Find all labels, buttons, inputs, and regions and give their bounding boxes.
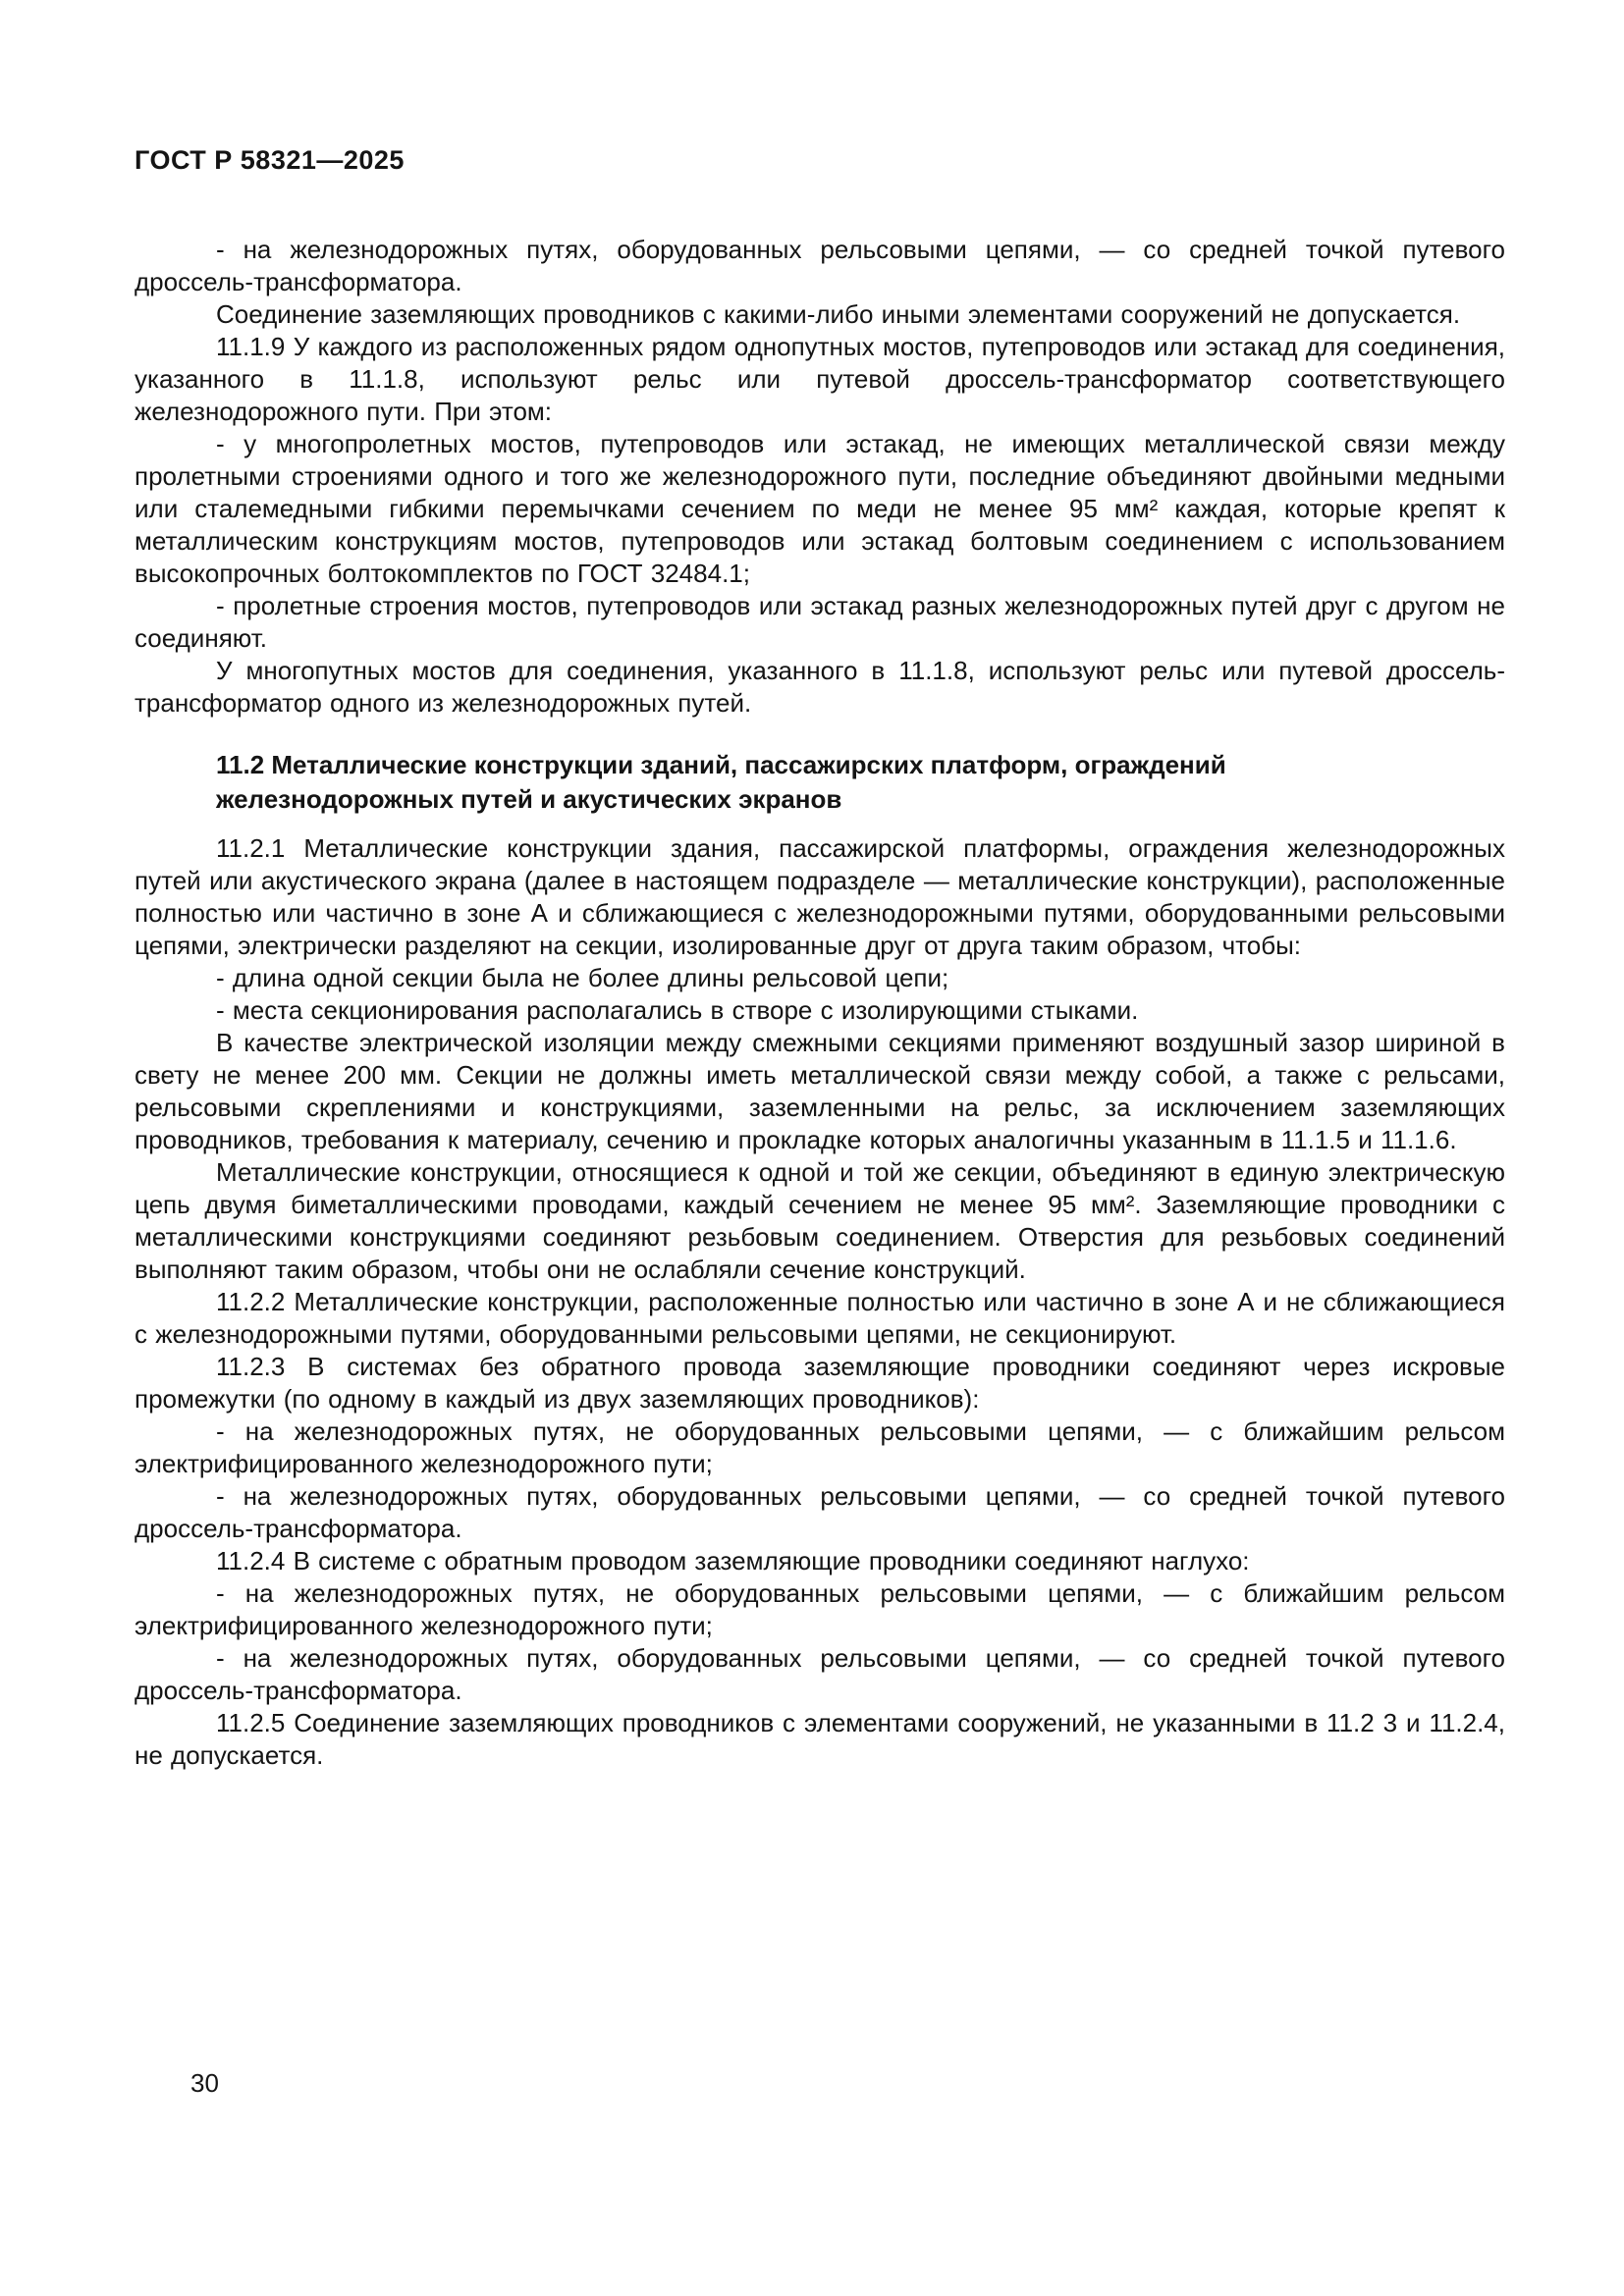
paragraph: - длина одной секции была не более длины рельсовой цепи; <box>216 963 949 992</box>
paragraph-clause-11-2-3: 11.2.3 В системах без обратного провода заземляющие проводники соединяют через искровые промежутки (по одному в каждый из двух заземляющих проводников): <box>135 1352 1505 1414</box>
paragraph-clause-11-2-1: 11.2.1 Металлические конструкции здания, пассажирской платформы, ограждения железнодорожных путей или акустического экрана (далее в настоящем подразделе — металлические конструкции), расположенные полностью или частично в зоне А и сближающиеся с железнодорожными путями, оборудованными рельсовыми цепями, электрически разделяют на секции, изолированные друг от друга таким образом, чтобы: <box>135 833 1505 960</box>
paragraph-clause-11-1-9: 11.1.9 У каждого из расположенных рядом однопутных мостов, путепроводов или эстакад для соединения, указанного в 11.1.8, используют рельс или путевой дроссель-трансформатор соответствующего железнодорожного пути. При этом: <box>135 332 1505 426</box>
paragraph: - пролетные строения мостов, путепроводов или эстакад разных железнодорожных путей друг с другом не соединяют. <box>135 591 1505 653</box>
paragraph: Металлические конструкции, относящиеся к одной и той же секции, объединяют в единую электрическую цепь двумя биметаллическими проводами, каждый сечением не менее 95 мм². Заземляющие проводники с металлическими конструкциями соединяют резьбовым соединением. Отверстия для резьбовых соединений выполняют таким образом, чтобы они не ослабляли сечение конструкций. <box>135 1157 1505 1284</box>
paragraph: - на железнодорожных путях, оборудованных рельсовыми цепями, — со средней точкой путевого дроссель-трансформатора. <box>135 1481 1505 1543</box>
section-heading <box>216 748 1505 817</box>
document-code: ГОСТ Р 58321—2025 <box>135 145 405 175</box>
paragraph-clause-11-2-2: 11.2.2 Металлические конструкции, расположенные полностью или частично в зоне А и не сближающиеся с железнодорожными путями, оборудованными рельсовыми цепями, не секционируют. <box>135 1287 1505 1349</box>
paragraph: Соединение заземляющих проводников с какими-либо иными элементами сооружений не допускается. <box>216 299 1461 329</box>
section-heading-line: железнодорожных путей и акустических экранов <box>216 784 842 814</box>
section-heading-line: 11.2 Металлические конструкции зданий, пассажирских платформ, ограждений <box>216 750 1226 779</box>
paragraph: - на железнодорожных путях, не оборудованных рельсовыми цепями, — с ближайшим рельсом электрифицированного железнодорожного пути; <box>135 1416 1505 1478</box>
paragraph: - на железнодорожных путях, оборудованных рельсовыми цепями, — со средней точкой путевого дроссель-трансформатора. <box>135 1643 1505 1705</box>
paragraph: - у многопролетных мостов, путепроводов или эстакад, не имеющих металлической связи между пролетными строениями одного и того же железнодорожного пути, последние объединяют двойными медными или сталемедными гибкими перемычками сечением по меди не менее 95 мм² каждая, которые крепят к металлическим конструкциям мостов, путепроводов или эстакад болтовым соединением с использованием высокопрочных болтокомплектов по ГОСТ 32484.1; <box>135 429 1505 588</box>
paragraph: - на железнодорожных путях, не оборудованных рельсовыми цепями, — с ближайшим рельсом электрифицированного железнодорожного пути; <box>135 1578 1505 1640</box>
paragraph-clause-11-2-4: 11.2.4 В системе с обратным проводом заземляющие проводники соединяют наглухо: <box>216 1546 1250 1575</box>
paragraph-clause-11-2-5: 11.2.5 Соединение заземляющих проводников с элементами сооружений, не указанными в 11.2 3 и 11.2.4, не допускается. <box>135 1708 1505 1770</box>
paragraph: У многопутных мостов для соединения, указанного в 11.1.8, используют рельс или путевой дроссель-трансформатор одного из железнодорожных путей. <box>135 656 1505 718</box>
paragraph: В качестве электрической изоляции между смежными секциями применяют воздушный зазор шириной в свету не менее 200 мм. Секции не должны иметь металлической связи между собой, а также с рельсами, рельсовыми скреплениями и конструкциями, заземленными на рельс, за исключением заземляющих проводников, требования к материалу, сечению и прокладке которых аналогичны указанным в 11.1.5 и 11.1.6. <box>135 1028 1505 1154</box>
paragraph: - на железнодорожных путях, оборудованных рельсовыми цепями, — со средней точкой путевого дроссель-трансформатора. <box>135 235 1505 296</box>
text-column <box>135 234 1505 1772</box>
page-number: 30 <box>190 2068 219 2098</box>
paragraph: - места секционирования располагались в створе с изолирующими стыками. <box>216 995 1139 1025</box>
